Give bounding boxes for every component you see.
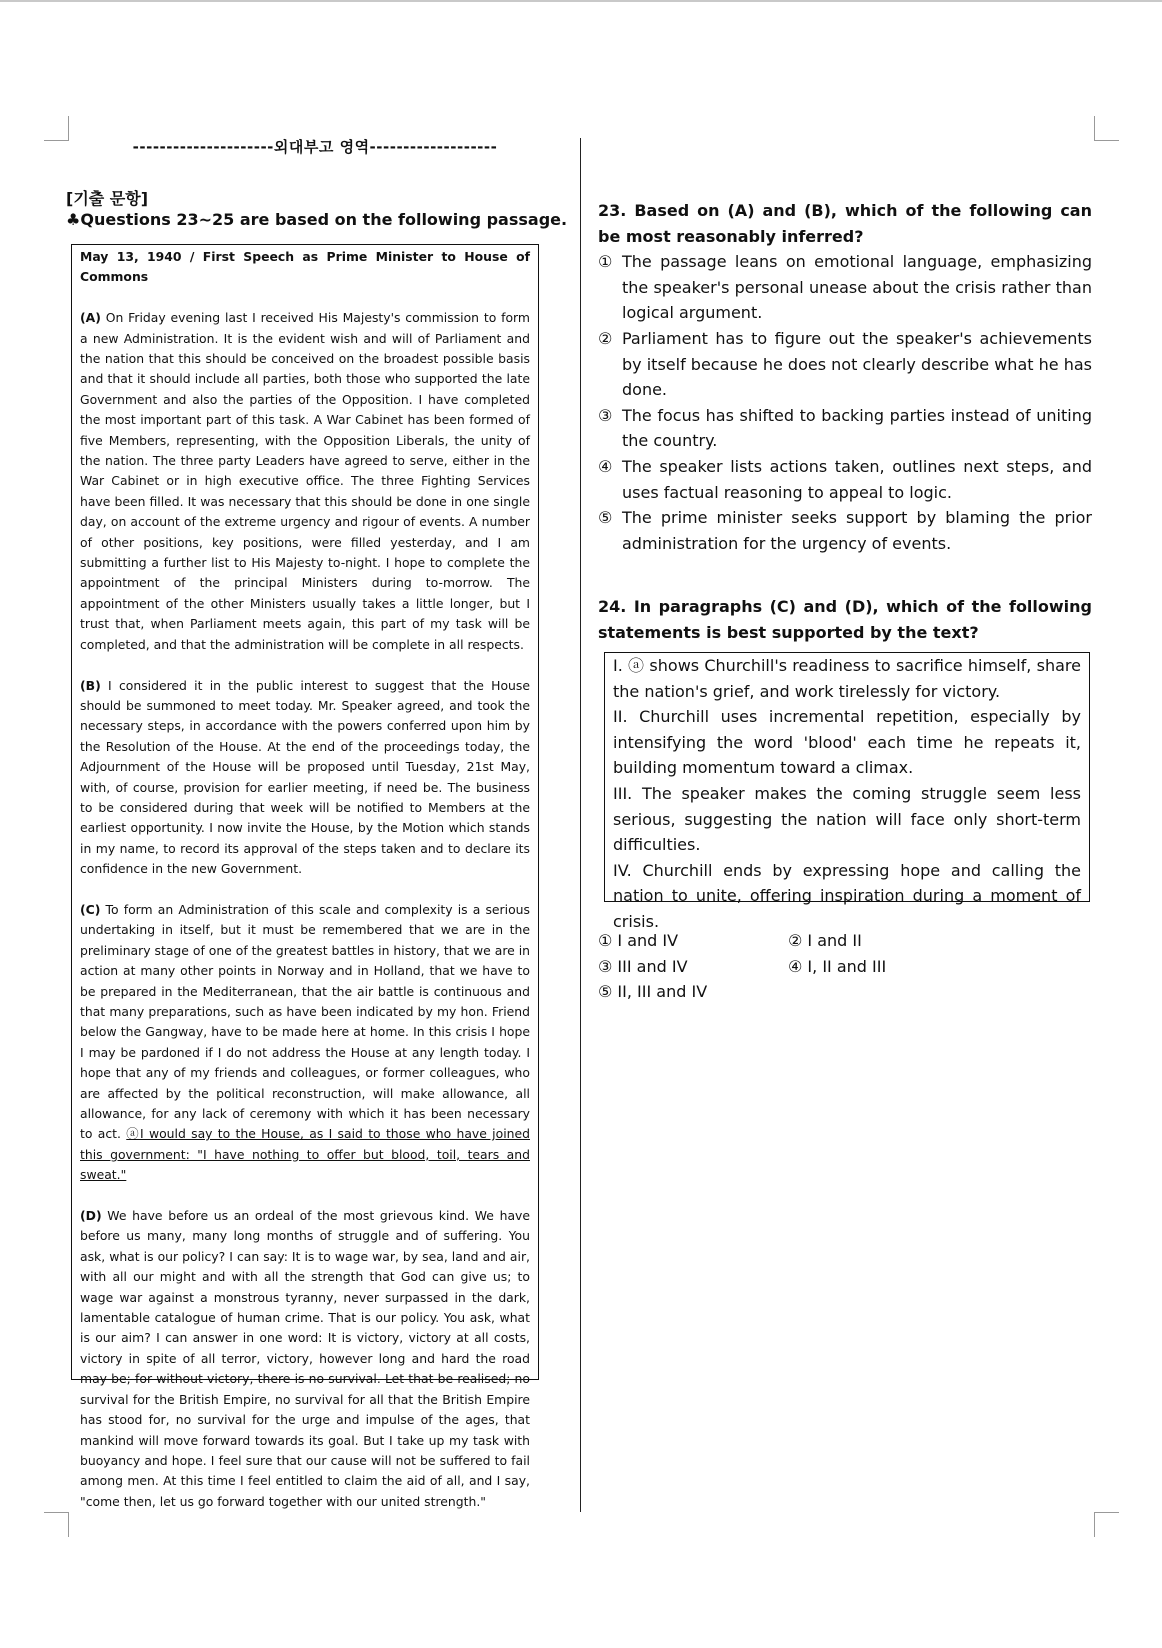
answer-choice-5[interactable]: ⑤ II, III and IV bbox=[598, 982, 708, 1002]
question-23-stem: 23. Based on (A) and (B), which of the following can be most reasonably inferred? bbox=[598, 201, 1092, 246]
answer-choice-1[interactable]: ① I and IV bbox=[598, 931, 679, 950]
paragraph-b-tag: (B) bbox=[80, 677, 101, 693]
answer-choice-3[interactable]: ③ III and IV bbox=[598, 956, 688, 976]
option[interactable] bbox=[598, 326, 1092, 403]
option-text: The passage leans on emotional language, emphasizing the speaker's personal unease about the crisis rather than logical argument. bbox=[622, 252, 1092, 323]
option-text: The speaker lists actions taken, outlines next steps, and uses factual reasoning to appeal to logic. bbox=[622, 456, 1092, 502]
option-number: ⑤ bbox=[598, 508, 613, 528]
statement-box bbox=[604, 652, 1090, 931]
paragraph-b bbox=[80, 676, 530, 880]
answer-choice-2[interactable]: ② I and II bbox=[788, 931, 862, 950]
past-question-label: [기출 문항] bbox=[66, 189, 149, 208]
option[interactable] bbox=[598, 403, 1092, 454]
section-header: ---------------------외대부고 영역------------------- bbox=[132, 138, 498, 156]
statement-i: I. ⓐ shows Churchill's readiness to sacrifice himself, share the nation's grief, and work tirelessly for victory. bbox=[613, 656, 1081, 701]
option[interactable] bbox=[598, 249, 1092, 326]
paragraph-c-text: To form an Administration of this scale and complexity is a serious undertaking in itself, but it must be remembered that we are in the preliminary stage of one of the greatest battles in history, that we are in action at many other points in Norway and in Holland, that we have to be prepared in the Mediterranean, that the air battle is continuous and that many preparations, such as have been indicated by my hon. Friend below the Gangway, have to be made here at home. In this crisis I hope I may be pardoned if I do not address the House at any length today. I hope that any of my friends and colleagues, or former colleagues, who are affected by the political reconstruction, will make allowance, all allowance, for any lack of ceremony with which it has been necessary to act. bbox=[80, 901, 530, 1142]
option-number: ④ bbox=[598, 456, 613, 476]
statement-ii: II. Churchill uses incremental repetition, especially by intensifying the word 'blood' each time he repeats it, building momentum toward a climax. bbox=[613, 707, 1081, 778]
passage-box bbox=[71, 244, 539, 1509]
question-23 bbox=[598, 198, 1092, 556]
option[interactable] bbox=[598, 505, 1092, 556]
crop-mark-bottom-left bbox=[44, 1512, 69, 1537]
option-number: ① bbox=[598, 252, 613, 272]
crop-mark-bottom-right bbox=[1094, 1512, 1119, 1537]
paragraph-d-tag: (D) bbox=[80, 1208, 102, 1224]
column-divider bbox=[580, 138, 581, 1512]
option-number: ③ bbox=[598, 405, 613, 425]
statement-iii: III. The speaker makes the coming struggle seem less serious, suggesting the nation will face only short-term difficulties. bbox=[613, 783, 1081, 855]
paragraph-d-text: We have before us an ordeal of the most grievous kind. We have before us many, many long months of struggle and of suffering. You ask, what is our policy? I can say: It is to wage war, by sea, land and air, with all our might and with all the strength that God can give us; to wage war against a monstrous tyranny, never surpassed in the dark, lamentable catalogue of human crime. That is our policy. You ask, what is our aim? I can answer in one word: It is victory, victory at all costs, victory in spite of all terror, victory, however long and hard the road may be; for without victory, there is no survival. Let that be realised; no survival for the British Empire, no survival for all that the British Empire has stood for, no survival for the urge and impulse of the ages, that mankind will move forward towards its goal. But I take up my task with buoyancy and hope. I feel sure that our cause will not be suffered to fail among men. At this time I feel entitled to claim the aid of all, and I say, "come then, let us go forward together with our united strength." bbox=[80, 1208, 530, 1509]
paragraph-a-tag: (A) bbox=[80, 310, 101, 326]
underlined-quote-a: ⓐI would say to the House, as I said to those who have joined this government: "I have nothing to offer but blood, toil, tears and sweat." bbox=[80, 1126, 530, 1183]
paragraph-c bbox=[80, 900, 530, 1186]
answer-choice-4[interactable]: ④ I, II and III bbox=[788, 956, 887, 976]
option-text: The focus has shifted to backing parties instead of uniting the country. bbox=[622, 405, 1092, 451]
option[interactable] bbox=[598, 454, 1092, 505]
passage-title: May 13, 1940 / First Speech as Prime Minister to House of Commons bbox=[80, 249, 530, 285]
paragraph-a-text: On Friday evening last I received His Majesty's commission to form a new Administration. It is the evident wish and will of Parliament and the nation that this should be conceived on the broadest possible basis and that it should include all parties, both those who supported the late Government and also the parties of the Opposition. I have completed the most important part of this task. A War Cabinet has been formed of five Members, representing, with the Opposition Liberals, the unity of the nation. The three party Leaders have agreed to serve, either in the War Cabinet or in high executive office. The three Fighting Services have been filled. It was necessary that this should be done in one single day, on account of the extreme urgency and rigour of events. A number of other positions, key positions, were filled yesterday, and I am submitting a further list to His Majesty to-night. I hope to complete the appointment of the principal Ministers during to-morrow. The appointment of the other Ministers usually takes a little longer, but I trust that, when Parliament meets again, this part of my task will be completed, and that the administration will be complete in all respects. bbox=[80, 310, 530, 652]
statement-iv: IV. Churchill ends by expressing hope and calling the nation to unite, offering inspiration during a moment of crisis. bbox=[613, 860, 1081, 931]
paragraph-c-tag: (C) bbox=[80, 901, 101, 917]
paragraph-a bbox=[80, 308, 530, 655]
question-23-options bbox=[598, 249, 1092, 556]
option-text: The prime minister seeks support by blaming the prior administration for the urgency of events. bbox=[622, 508, 1092, 553]
question-set-heading: ♣Questions 23~25 are based on the following passage. bbox=[66, 210, 568, 229]
option-text: Parliament has to figure out the speaker's achievements by itself because he does not clearly describe what he has done. bbox=[622, 328, 1092, 400]
question-24-stem-wrap bbox=[598, 594, 1092, 645]
question-24-answers bbox=[598, 928, 998, 1005]
paragraph-d bbox=[80, 1206, 530, 1512]
paragraph-b-text: I considered it in the public interest to suggest that the House should be summoned to meet today. Mr. Speaker agreed, and took the necessary steps, in accordance with the powers conferred upon him by the Resolution of the House. At the end of the proceedings today, the Adjournment of the House will be proposed until Tuesday, 21st May, with, of course, provision for earlier meeting, if need be. The business to be considered during that week will be notified to Members at the earliest opportunity. I now invite the House, by the Motion which stands in my name, to record its approval of the steps taken and to declare its confidence in the new Government. bbox=[80, 677, 530, 877]
question-24-stem: 24. In paragraphs (C) and (D), which of the following statements is best supported by the text? bbox=[598, 597, 1092, 642]
crop-mark-top-right bbox=[1094, 116, 1119, 141]
option-number: ② bbox=[598, 328, 613, 348]
top-rule bbox=[0, 0, 1162, 2]
